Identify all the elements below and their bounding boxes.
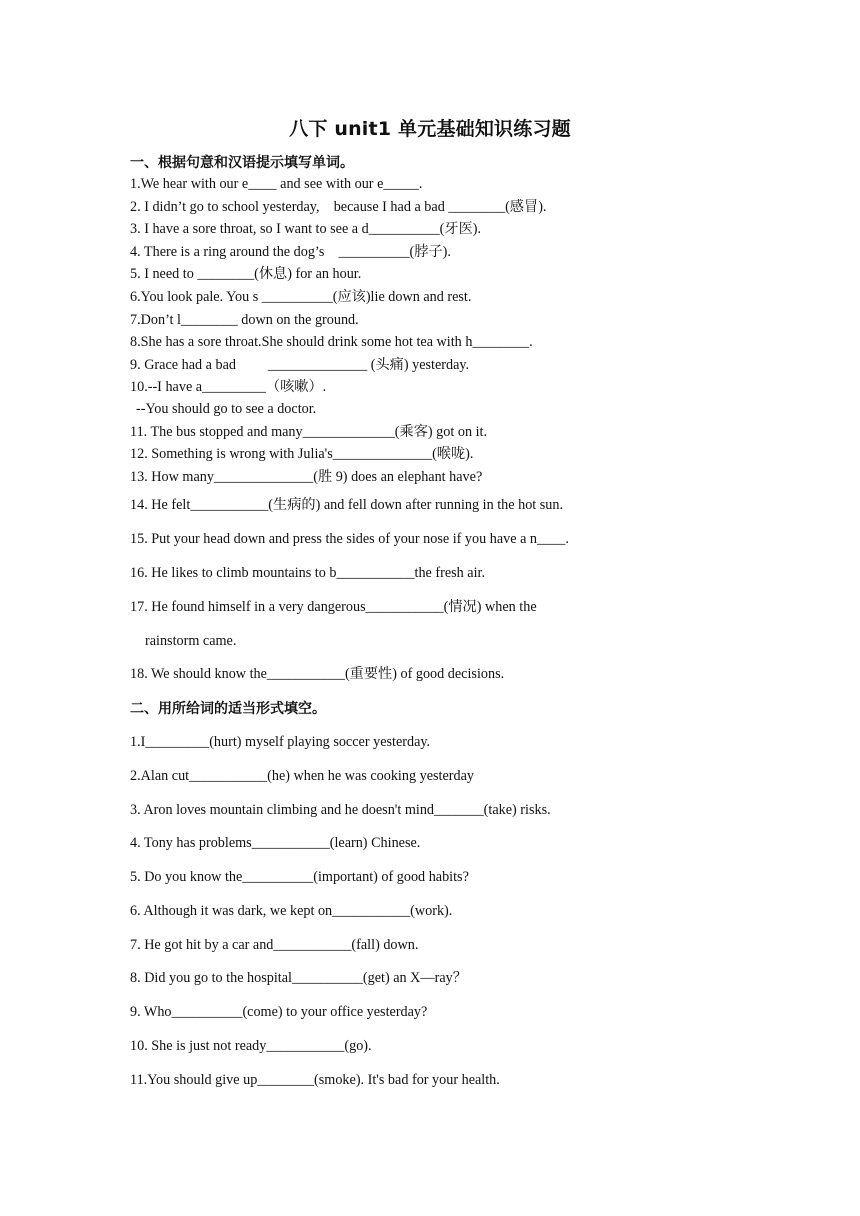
section2-heading: 二、用所给词的适当形式填空。 bbox=[130, 701, 326, 717]
section1-heading: 一、根据句意和汉语提示填写单词。 bbox=[130, 155, 354, 171]
exercise1-item-16: 16. He likes to climb mountains to b___________the fresh air. bbox=[130, 565, 486, 581]
exercise1-item-10: 10.--I have a_________（咳嗽）. bbox=[130, 379, 327, 395]
exercise1-item-12: 12. Something is wrong with Julia's______________(喉咙). bbox=[130, 446, 474, 462]
exercise1-item-8: 8.She has a sore throat.She should drink some hot tea with h________. bbox=[130, 334, 533, 350]
exercise1-item-5: 5. I need to ________(休息) for an hour. bbox=[130, 266, 362, 282]
exercise2-item-3: 3. Aron loves mountain climbing and he doesn't mind_______(take) risks. bbox=[130, 802, 551, 818]
exercise2-item-2: 2.Alan cut___________(he) when he was cooking yesterday bbox=[130, 768, 474, 784]
exercise2-item-10: 10. She is just not ready___________(go). bbox=[130, 1038, 372, 1054]
exercise1-item-17-continued: rainstorm came. bbox=[145, 633, 237, 649]
exercise2-item-1: 1.I_________(hurt) myself playing soccer yesterday. bbox=[130, 734, 431, 750]
exercise1-item-9: 9. Grace had a bad ______________ (头痛) yesterday. bbox=[130, 357, 470, 373]
exercise2-item-6: 6. Although it was dark, we kept on___________(work). bbox=[130, 903, 453, 919]
exercise1-item-18: 18. We should know the___________(重要性) of good decisions. bbox=[130, 666, 505, 682]
exercise2-item-9: 9. Who__________(come) to your office yesterday? bbox=[130, 1004, 428, 1020]
exercise1-item-4: 4. There is a ring around the dog’s __________(脖子). bbox=[130, 244, 451, 260]
exercise2-item-4: 4. Tony has problems___________(learn) Chinese. bbox=[130, 835, 421, 851]
exercise1-item-7: 7.Don’t l________ down on the ground. bbox=[130, 312, 359, 328]
page-title: 八下 unit1 单元基础知识练习题 bbox=[289, 118, 571, 140]
exercise2-item-11: 11.You should give up________(smoke). It's bad for your health. bbox=[130, 1072, 500, 1088]
exercise1-item-1: 1.We hear with our e____ and see with our e_____. bbox=[130, 176, 423, 192]
exercise1-item-6: 6.You look pale. You s __________(应该)lie down and rest. bbox=[130, 289, 472, 305]
exercise2-item-8: 8. Did you go to the hospital__________(get) an X—ray？ bbox=[130, 970, 467, 986]
exercise2-item-5: 5. Do you know the__________(important) of good habits? bbox=[130, 869, 469, 885]
exercise2-item-7: 7. He got hit by a car and___________(fall) down. bbox=[130, 937, 419, 953]
exercise1-item-11: 11. The bus stopped and many_____________(乘客) got on it. bbox=[130, 424, 488, 440]
exercise1-item-17: 17. He found himself in a very dangerous___________(情况) when the bbox=[130, 599, 537, 615]
exercise1-item-15: 15. Put your head down and press the sides of your nose if you have a n____. bbox=[130, 531, 569, 547]
exercise1-item-3: 3. I have a sore throat, so I want to see a d__________(牙医). bbox=[130, 221, 482, 237]
exercise1-item-2: 2. I didn’t go to school yesterday, because I had a bad ________(感冒). bbox=[130, 199, 547, 215]
exercise1-item-10-reply: --You should go to see a doctor. bbox=[136, 401, 317, 417]
exercise1-item-14: 14. He felt___________(生病的) and fell down after running in the hot sun. bbox=[130, 497, 564, 513]
exercise1-item-13: 13. How many______________(胜 9) does an elephant have? bbox=[130, 469, 483, 485]
